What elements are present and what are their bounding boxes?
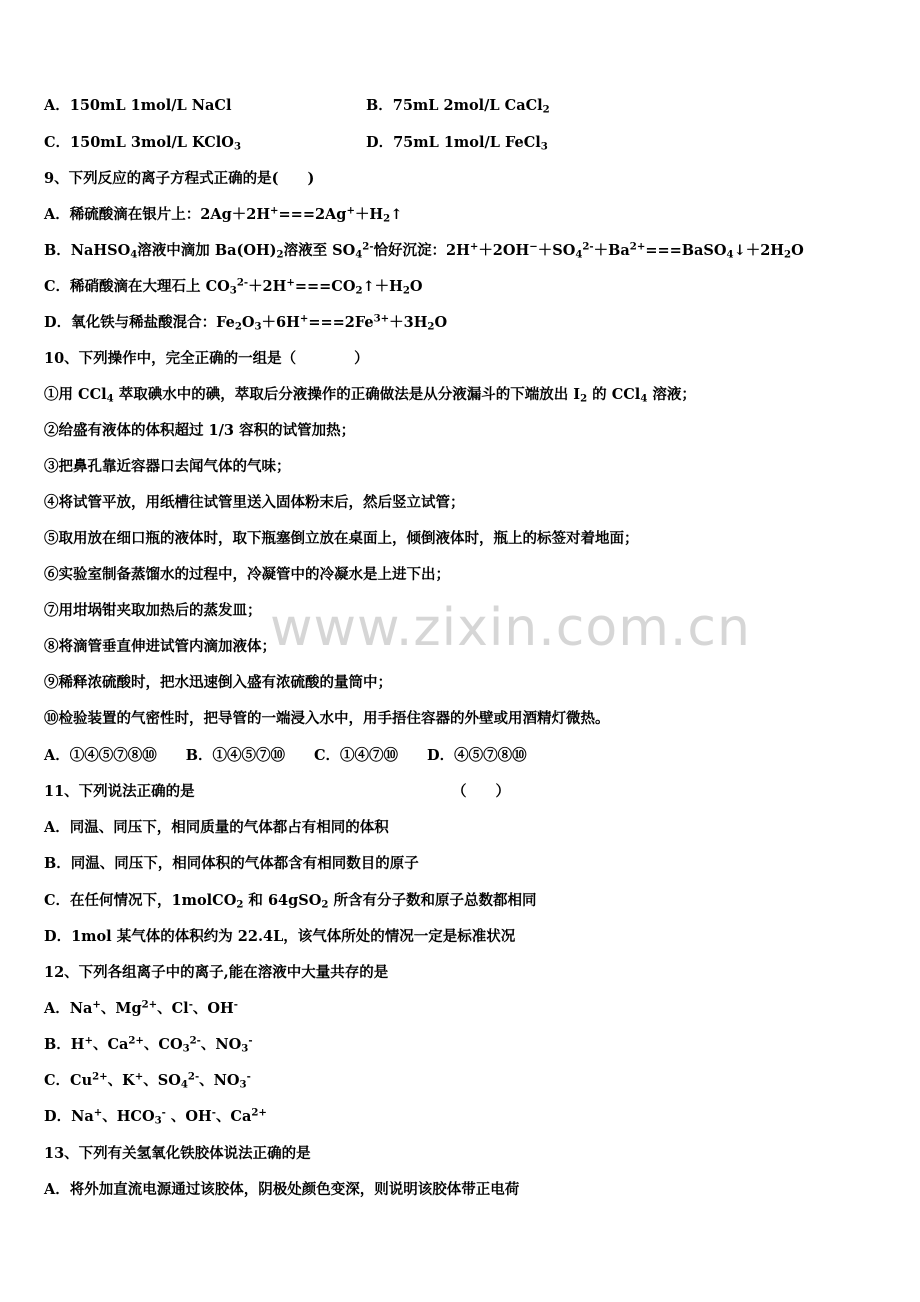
q11-option-d: D．1mol 某气体的体积约为 22.4L，该气体所处的情况一定是标准状况 [44, 928, 516, 945]
q10-stem: 10、下列操作中，完全正确的一组是（ ） [44, 350, 369, 367]
q13-stem: 13、下列有关氢氧化铁胶体说法正确的是 [44, 1145, 311, 1162]
q12-option-a: A．Na+、$Mg^{2+}$、Cl-、OH- [44, 998, 238, 1017]
q10-item-5: ⑤取用放在细口瓶的液体时，取下瓶塞倒立放在桌面上，倾倒液体时，瓶上的标签对着地面； [44, 530, 639, 547]
watermark: www.zixin.com.cn [270, 598, 751, 658]
q12-option-d: D．Na+、$HCO_3^-$ 、OH-、$Ca^{2+}$ [44, 1106, 267, 1127]
q13-option-a: A．将外加直流电源通过该胶体，阴极处颜色变深，则说明该胶体带正电荷 [44, 1181, 520, 1198]
q8-option-b: B．75mL 2mol/L CaCl$_2$ [366, 97, 550, 116]
q10-item-8: ⑧将滴管垂直伸进试管内滴加液体； [44, 638, 276, 655]
q10-item-3: ③把鼻孔靠近容器口去闻气体的气味； [44, 458, 291, 475]
q9-option-c: C．稀硝酸滴在大理石上 $CO_3^{2-}+2H^+===CO_2↑+H_2O$ [44, 276, 423, 297]
q11-option-c: C．在任何情况下，1molCO$_2$ 和 64gSO$_2$ 所含有分子数和原子总数都相同 [44, 892, 537, 911]
q10-item-2: ②给盛有液体的体积超过 1/3 容积的试管加热； [44, 422, 356, 439]
q10-options: A．①④⑤⑦⑧⑩ B．①④⑤⑦⑩ C．①④⑦⑩ D．④⑤⑦⑧⑩ [44, 747, 527, 764]
q10-item-7: ⑦用坩埚钳夹取加热后的蒸发皿； [44, 602, 262, 619]
q8-option-a: A．150mL 1mol/L NaCl [44, 97, 232, 114]
q10-item-9: ⑨稀释浓硫酸时，把水迅速倒入盛有浓硫酸的量筒中； [44, 674, 392, 691]
q11-option-a: A．同温、同压下，相同质量的气体都占有相同的体积 [44, 819, 389, 836]
q9-stem: 9、下列反应的离子方程式正确的是( ) [44, 170, 315, 187]
q10-item-6: ⑥实验室制备蒸馏水的过程中，冷凝管中的冷凝水是上进下出； [44, 566, 450, 583]
q10-item-10: ⑩检验装置的气密性时，把导管的一端浸入水中，用手捂住容器的外壁或用酒精灯微热。 [44, 710, 610, 727]
q8-option-c: C．150mL 3mol/L KClO$_3$ [44, 134, 241, 153]
q9-option-b: B．NaHSO$_4$溶液中滴加 $Ba(OH)_2$溶液至 $SO_4^{2-}$恰好沉淀：$2H^++2OH^-+SO_4^{2-}+Ba^{2+}===BaSO_4↓+2H_2O$ [44, 240, 804, 261]
q10-item-1: ①用 CCl$_4$ 萃取碘水中的碘，萃取后分液操作的正确做法是从分液漏斗的下端放出 $I_2$ 的 CCl$_4$ 溶液； [44, 386, 696, 405]
q12-option-c: C．$Cu^{2+}$、K+、$SO_4^{2-}$、$NO_3^-$ [44, 1070, 251, 1091]
q12-option-b: B．H+、$Ca^{2+}$、$CO_3^{2-}$、$NO_3^-$ [44, 1034, 253, 1055]
q11-answer-paren: （ ） [452, 783, 510, 800]
q12-stem: 12、下列各组离子中的离子,能在溶液中大量共存的是 [44, 964, 389, 981]
q11-stem: 11、下列说法正确的是 [44, 783, 195, 800]
q8-option-d: D．75mL 1mol/L FeCl$_3$ [366, 134, 548, 153]
q10-item-4: ④将试管平放，用纸槽往试管里送入固体粉末后，然后竖立试管； [44, 494, 465, 511]
q11-option-b: B．同温、同压下，相同体积的气体都含有相同数目的原子 [44, 855, 419, 872]
q9-option-a: A．稀硫酸滴在银片上：$2Ag+2H^+===2Ag^++H_2↑$ [44, 204, 403, 225]
q9-option-d: D．氧化铁与稀盐酸混合：$Fe_2O_3+6H^+===2Fe^{3+}+3H_2O$ [44, 312, 448, 333]
